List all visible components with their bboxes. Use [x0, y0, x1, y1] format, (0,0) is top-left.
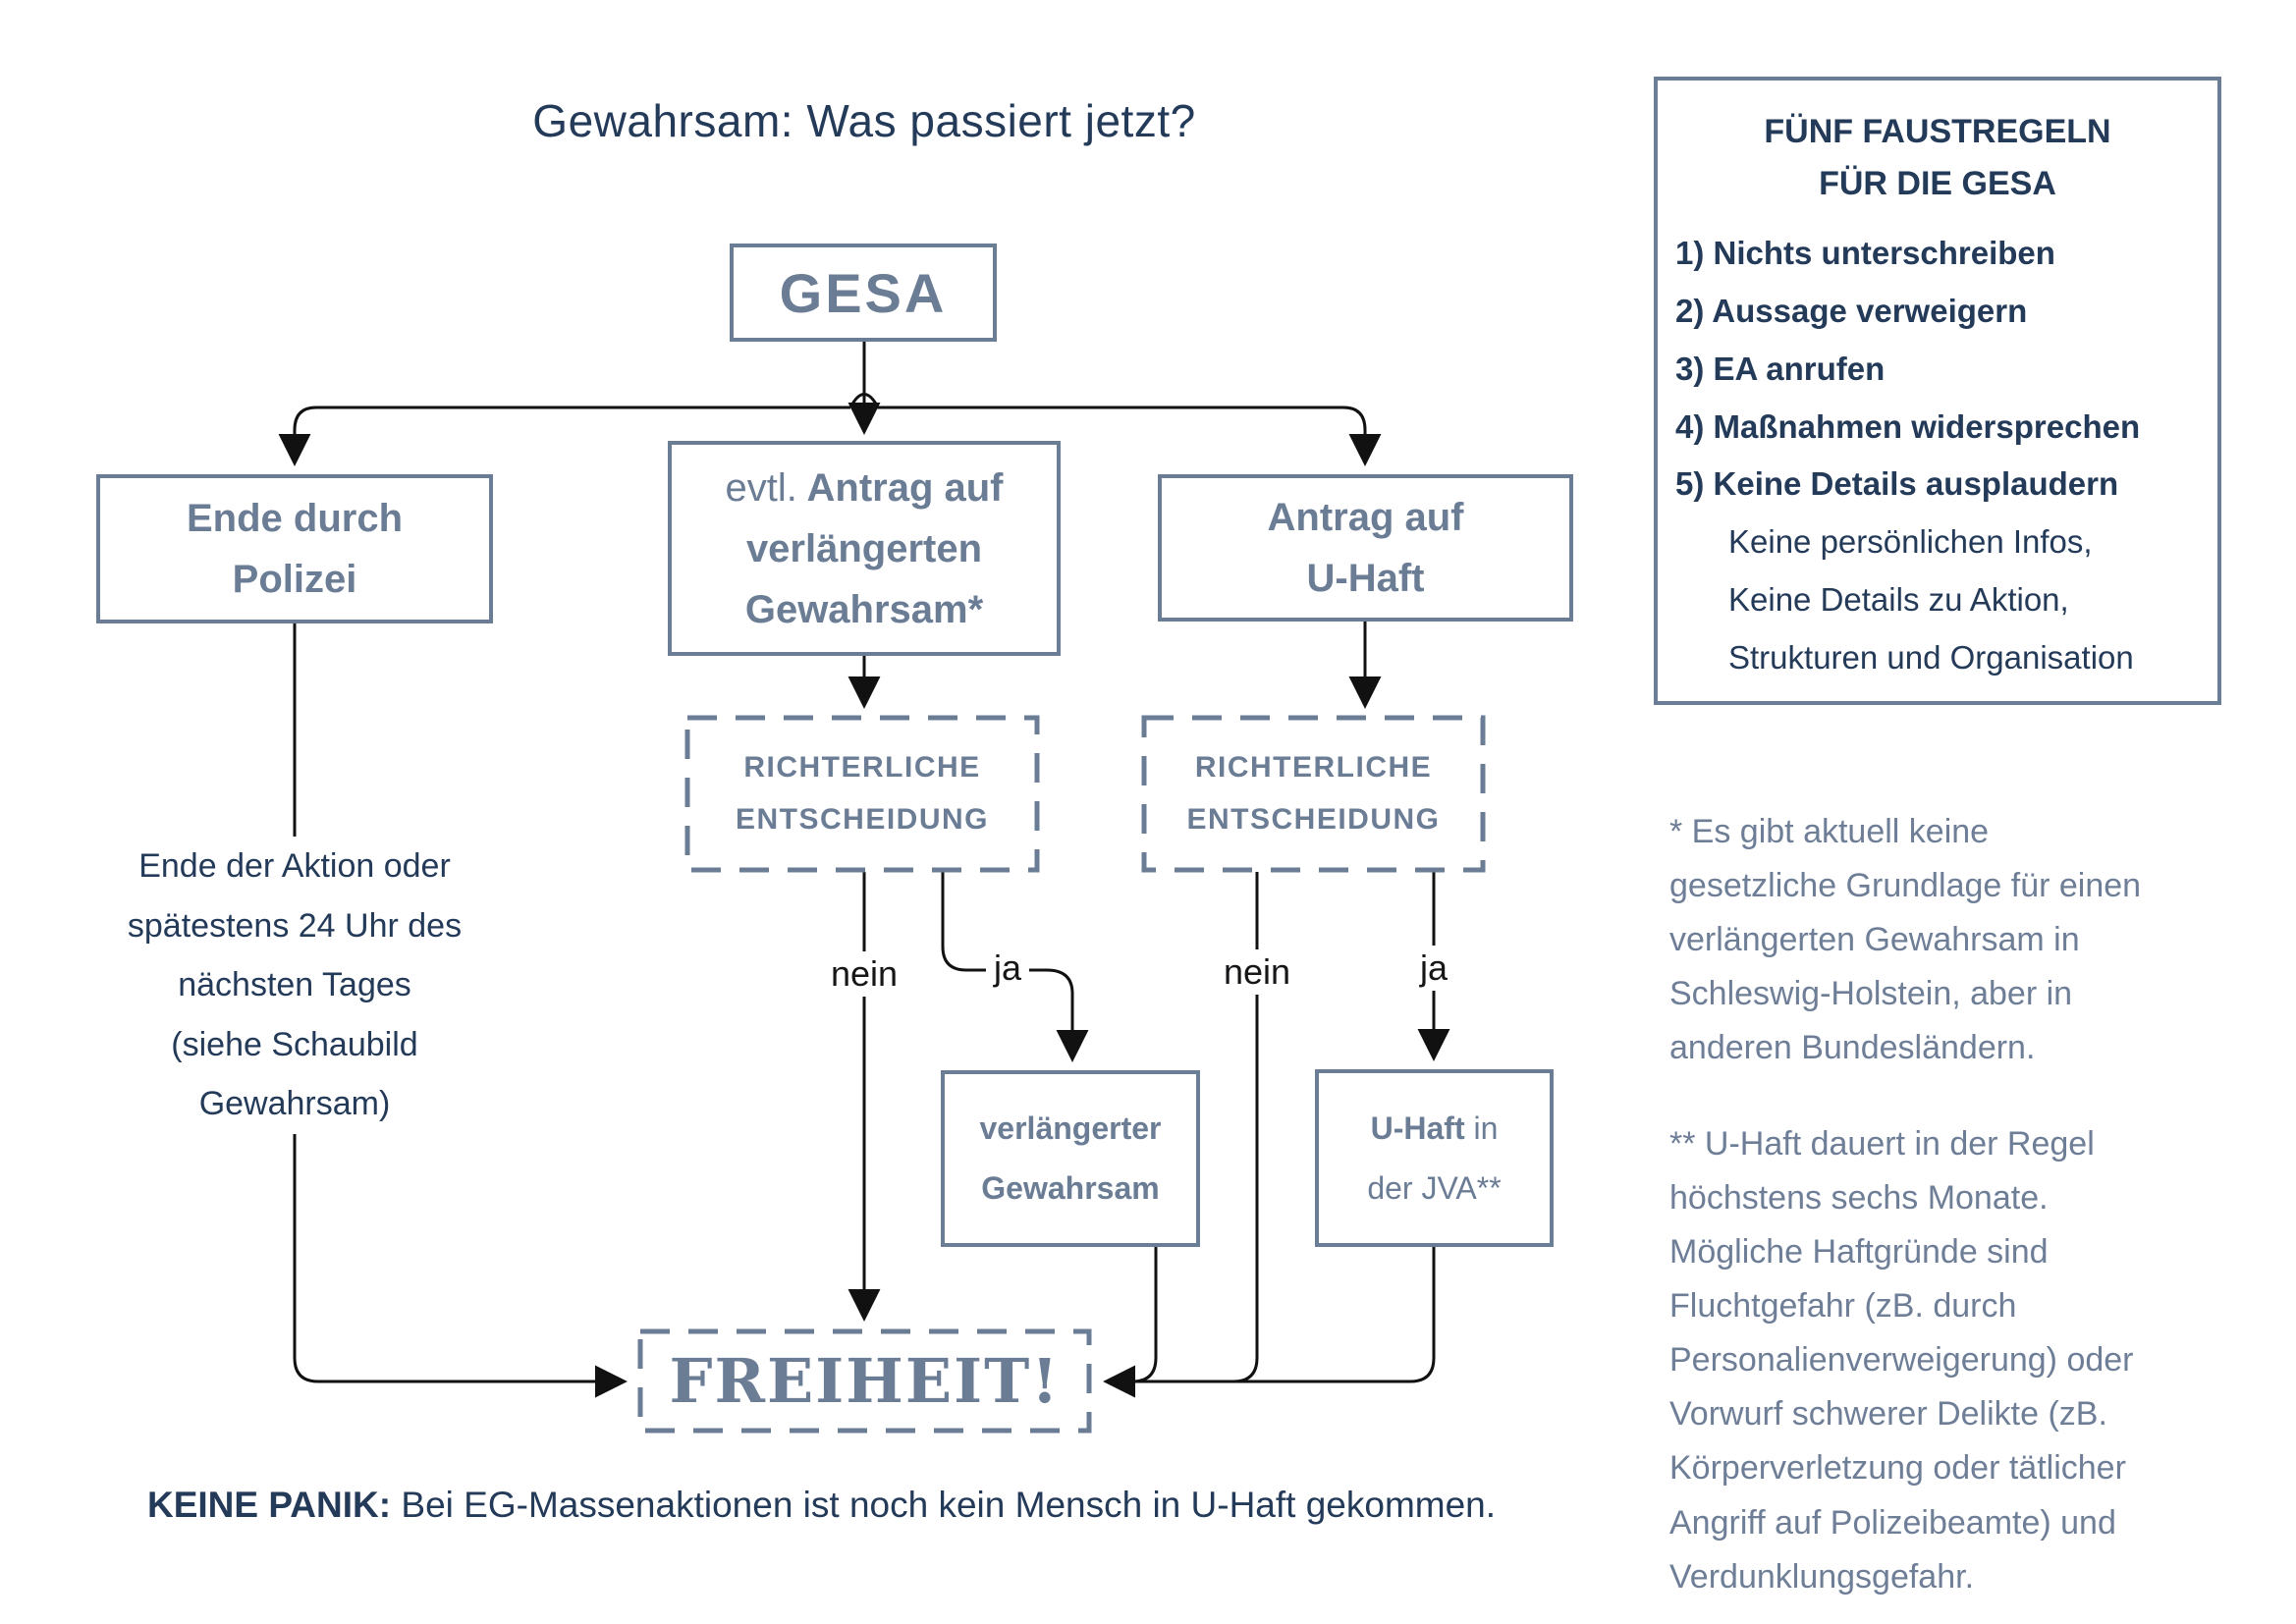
rich1-line2: ENTSCHEIDUNG [735, 802, 989, 836]
antrag-uhaft-line1: Antrag auf [1267, 496, 1464, 539]
footnote2-line3: Mögliche Haftgründe sind [1669, 1233, 2049, 1272]
ende-note [79, 837, 511, 1134]
uhaftjva-line2: der JVA** [1367, 1169, 1502, 1206]
footnote-asterisk [1669, 805, 2259, 1075]
faustregeln-detail-2: Keine Details zu Aktion, [1728, 580, 2069, 618]
freiheit-node: FREIHEIT! [669, 1345, 1061, 1417]
antrag-verl-bold: Antrag auf [806, 465, 1004, 510]
ende-note-row3 [79, 955, 511, 1015]
antrag-uhaft-line2: U-Haft [1306, 557, 1425, 600]
ende-note-row5 [79, 1074, 511, 1134]
label-ja-right: ja [1412, 946, 1455, 991]
rich2-line1: RICHTERLICHE [1194, 751, 1433, 784]
ende-note-line4: (siehe Schaubild [165, 1015, 423, 1075]
ende-durch-polizei-node [96, 474, 493, 623]
label-ja-middle: ja [986, 946, 1029, 991]
faustregeln-title [1675, 106, 2200, 209]
footnote2-line6: Vorwurf schwerer Delikte (zB. [1669, 1395, 2107, 1434]
faustregeln-item-2: 2) Aussage verweigern [1675, 293, 2028, 330]
faustregeln-detail-3: Strukturen und Organisation [1728, 638, 2134, 676]
ende-note-line2: spätestens 24 Uhr des [122, 896, 467, 956]
page-title: Gewahrsam: Was passiert jetzt? [532, 95, 1196, 146]
uhaftjva-bold: U-Haft [1370, 1110, 1465, 1146]
footnote2-line9: Verdunklungsgefahr. [1669, 1557, 1975, 1596]
verl-line2: Gewahrsam [981, 1170, 1160, 1206]
ende-note-row4 [79, 1015, 511, 1075]
keine-panik-text: Bei EG-Massenaktionen ist noch kein Mensch in U-Haft gekommen. [401, 1485, 1497, 1525]
antrag-verl-line2: verlängerten [745, 526, 983, 570]
richterliche-entscheidung-2-node [1144, 718, 1483, 870]
ende-line2: Polizei [232, 558, 357, 601]
uhaftjva-line1 [1371, 1099, 1499, 1159]
label-nein-middle: nein [823, 951, 905, 997]
antrag-verl-line3: Gewahrsam* [744, 587, 984, 631]
footnote2-line5: Personalienverweigerung) oder [1669, 1341, 2134, 1380]
ende-note-line1: Ende der Aktion oder [133, 837, 457, 896]
label-nein-right: nein [1216, 949, 1298, 995]
footnote2-line8: Angriff auf Polizeibeamte) und [1669, 1503, 2116, 1542]
faustregeln-panel [1654, 77, 2221, 705]
rich2-line2: ENTSCHEIDUNG [1186, 802, 1441, 836]
footnote1-line3: verlängerten Gewahrsam in [1669, 921, 2080, 959]
footnote1-line2: gesetzliche Grundlage für einen [1669, 867, 2142, 905]
footnote-double-asterisk [1669, 1117, 2259, 1604]
gesa-label: GESA [779, 261, 948, 324]
footnote2-line2: höchstens sechs Monate. [1669, 1179, 2049, 1218]
rich1-line1: RICHTERLICHE [743, 751, 981, 784]
ende-note-line5: Gewahrsam) [193, 1074, 397, 1134]
antrag-uhaft-node [1158, 474, 1573, 622]
keine-panik-note [147, 1485, 1620, 1526]
faustregeln-item-5: 5) Keine Details ausplaudern [1675, 465, 2119, 503]
footnote1-line4: Schleswig-Holstein, aber in [1669, 975, 2073, 1013]
faustregeln-list [1675, 225, 2200, 686]
faustregeln-title-line1: FÜNF FAUSTREGELN [1764, 113, 2111, 150]
footnote2-line4: Fluchtgefahr (zB. durch [1669, 1287, 2017, 1326]
faustregeln-item-1: 1) Nichts unterschreiben [1675, 235, 2055, 272]
connector-richterliche2-nein-merge [1208, 872, 1257, 1381]
ende-note-row1 [79, 837, 511, 896]
faustregeln-title-line2: FÜR DIE GESA [1819, 164, 2056, 202]
faustregeln-item-4: 4) Maßnahmen widersprechen [1675, 407, 2141, 445]
verl-line1: verlängerter [979, 1110, 1162, 1147]
footnote2-line7: Körperverletzung oder tätlicher [1669, 1449, 2126, 1488]
antrag-verl-prefix: evtl. [725, 465, 797, 510]
faustregeln-item-3: 3) EA anrufen [1675, 350, 1886, 387]
keine-panik-label: KEINE PANIK: [147, 1485, 392, 1525]
footnote1-line1: * Es gibt aktuell keine [1669, 813, 1990, 850]
uhaft-jva-node [1315, 1069, 1554, 1247]
ende-note-line3: nächsten Tages [172, 955, 417, 1015]
ende-line1: Ende durch [186, 497, 404, 540]
antrag-verl-line1 [726, 458, 1004, 518]
footnote2-line1: ** U-Haft dauert in der Regel [1669, 1125, 2095, 1163]
verlaengerter-gewahrsam-node [941, 1070, 1200, 1247]
connector-verl-to-freiheit-merge [1120, 1247, 1156, 1381]
ende-note-row2 [79, 896, 511, 956]
footnote1-line5: anderen Bundesländern. [1669, 1029, 2036, 1067]
faustregeln-detail-1: Keine persönlichen Infos, [1728, 523, 2093, 561]
antrag-verlaengert-node [668, 441, 1061, 656]
richterliche-entscheidung-1-node [687, 718, 1037, 870]
uhaftjva-rest: in [1473, 1110, 1499, 1146]
gesa-node [730, 244, 997, 342]
